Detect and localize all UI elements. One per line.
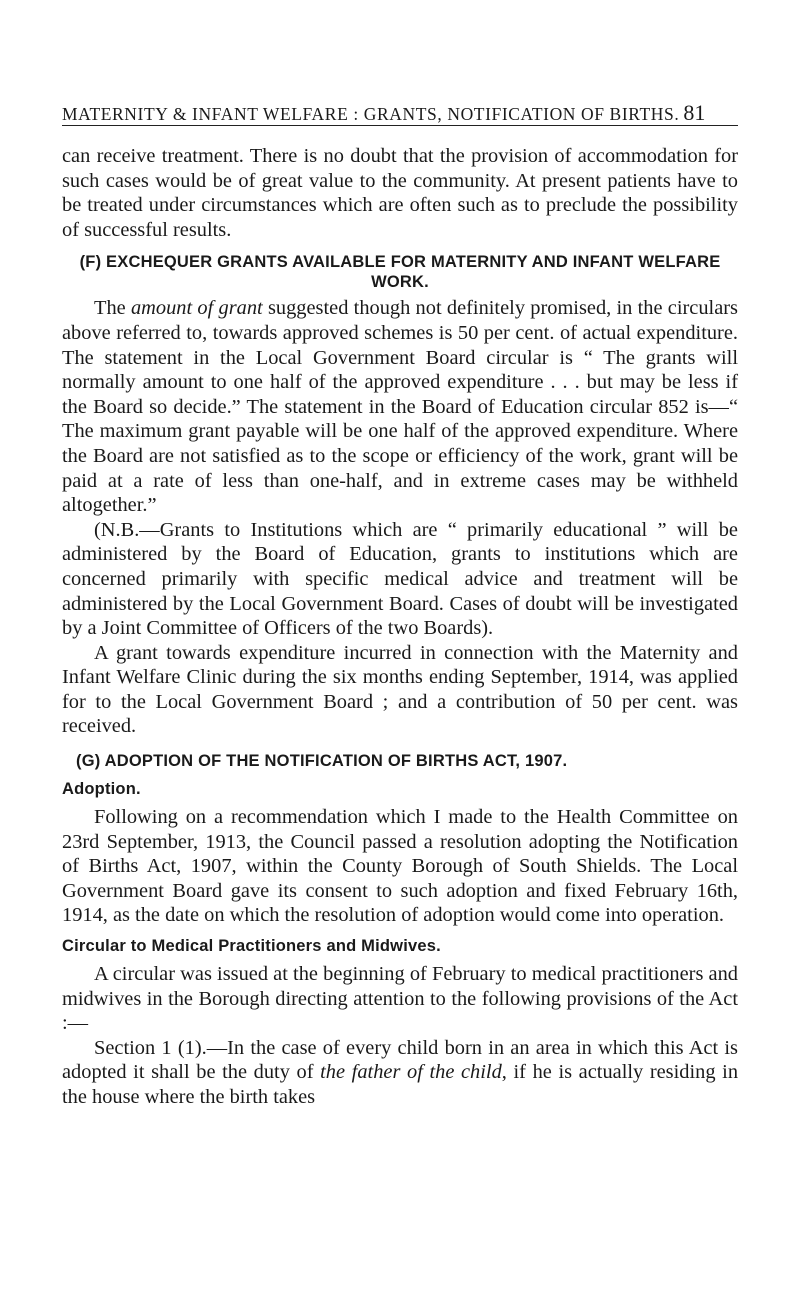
paragraph-grant-received: A grant towards expenditure incurred in connection with the Maternity and Infant Welfare Clinic during the six months ending September, 1914, was applied for to the Local Government Board ; and a contribution of 50 per cent. was received. xyxy=(62,641,738,738)
page-number: 81 xyxy=(683,100,706,125)
paragraph-rest: suggested though not definitely promised, in the circulars above referred to, towards approved schemes is 50 per cent. of actual expenditure. The statement in the Local Government Board circular is “ The grants will normally amount to one half of the approved expenditure . . . but may be less if the Board so decide.” The statement in the Board of Education circular 852 is—“ The maximum grant payable will be one half of the approved expenditure. Where the Board are not satisfied as to the scope or efficiency of the work, grant will be paid at a rate of less than one-half, and in extreme cases may be withheld altogether.” xyxy=(62,297,738,517)
paragraph-circular: A circular was issued at the beginning of February to medical practitioners and midwives in the Borough directing attention to the following provisions of the Act :— xyxy=(62,963,738,1035)
subheading-circular: Circular to Medical Practitioners and Midwives. xyxy=(62,937,441,956)
paragraph-section-1 xyxy=(62,1036,738,1110)
running-head xyxy=(62,100,742,126)
paragraph-nb-note: (N.B.—Grants to Institutions which are “ primarily educational ” will be administered by the Board of Education, grants to institutions which are concerned primarily with specific medical advice and treatment will be administered by the Local Government Board. Cases of doubt will be investigated by a Joint Committee of Officers of the two Boards). xyxy=(62,518,738,640)
paragraph-lead: Section 1 (1).—In the case of every child born in an area in which this Act is adopted it shall be the duty of xyxy=(62,1036,738,1084)
paragraph-lead: The xyxy=(94,297,131,320)
subheading-adoption: Adoption. xyxy=(62,780,141,799)
body-text xyxy=(62,144,738,1110)
header-rule xyxy=(62,125,738,126)
section-heading-f: (F) EXCHEQUER GRANTS AVAILABLE FOR MATERNITY AND INFANT WELFARE WORK. xyxy=(79,253,721,292)
running-head-title: MATERNITY & INFANT WELFARE : GRANTS, NOTIFICATION OF BIRTHS. xyxy=(62,104,680,124)
paragraph-rest: , if he is actually residing in the house where the birth takes xyxy=(62,1061,739,1108)
paragraph-amount-of-grant xyxy=(62,296,738,517)
paragraph-adoption: Following on a recommendation which I made to the Health Committee on 23rd September, 1913, the Council passed a resolution adopting the Notification of Births Act, 1907, within the County Borough of South Shields. The Local Government Board gave its consent to such adoption and fixed February 16th, 1914, as the date on which the resolution of adoption would come into operation. xyxy=(62,806,738,927)
emphasis-father-of-child: the father of the child xyxy=(320,1061,502,1084)
paragraph-continuation: can receive treatment. There is no doubt that the provision of accommodation for such cases would be of great value to the community. At present patients have to be treated under circumstances which are often such as to preclude the possibility of successful results. xyxy=(62,145,738,241)
emphasis-amount-of-grant: amount of grant xyxy=(130,297,263,320)
section-heading-g: (G) ADOPTION OF THE NOTIFICATION OF BIRTHS ACT, 1907. xyxy=(76,752,568,771)
